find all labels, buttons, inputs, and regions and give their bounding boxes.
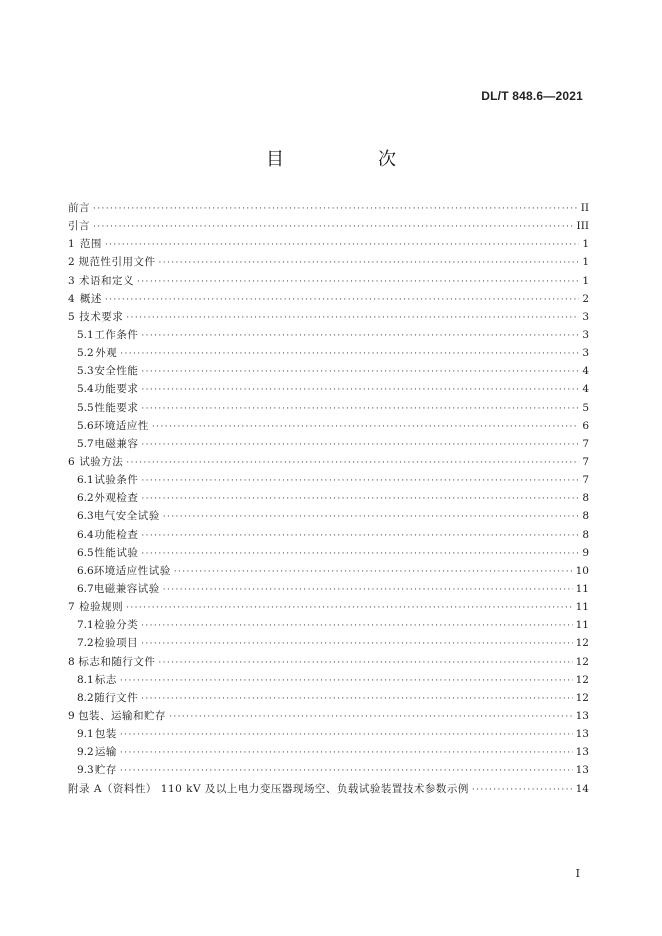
toc-entry-page: 1 [582,256,589,269]
toc-entry[interactable] [68,489,589,507]
toc-entry-label: 电气安全试验 [93,510,160,523]
toc-entry-page: 10 [575,564,589,577]
toc-entry[interactable] [68,272,589,290]
toc-entry[interactable] [68,526,589,544]
toc-entry[interactable] [68,253,589,271]
toc-dot-leader [158,654,572,672]
toc-entry-number: 6.4 [77,528,94,541]
toc-entry[interactable] [68,507,589,525]
toc-dot-leader [141,690,573,708]
toc-entry[interactable] [68,290,589,308]
toc-entry-page: 8 [582,528,589,541]
toc-dot-leader [120,744,573,762]
toc-entry[interactable] [68,362,589,380]
toc-entry[interactable] [68,707,589,725]
toc-entry-label: 功能要求 [94,383,139,396]
toc-entry-page: 3 [582,328,589,341]
toc-entry-page: 3 [582,310,589,323]
toc-entry-page: 6 [582,419,589,432]
toc-entry-number: 9.1 [77,728,94,741]
toc-entry-number: 5.2 [77,347,94,360]
toc-entry[interactable] [68,308,589,326]
toc-entry-page: 12 [575,637,589,650]
toc-entry[interactable] [68,580,589,598]
toc-dot-leader [120,672,573,690]
toc-entry-label: 电磁兼容试验 [93,582,160,595]
toc-entry-label: 附录 A（资料性） 110 kV 及以上电力变压器现场空、负载试验装置技术参数示例 [68,782,469,795]
toc-entry-label: 检验项目 [94,637,139,650]
toc-entry[interactable] [68,199,589,217]
toc-entry-page: 3 [582,347,589,360]
toc-entry-label: 术语和定义 [79,274,135,287]
toc-entry-page: 11 [575,582,589,595]
toc-entry-number: 3 [68,274,75,287]
toc-entry-page: 4 [582,383,589,396]
toc-dot-leader [141,490,579,508]
toc-dot-leader [120,762,573,780]
toc-entry-number: 2 [68,256,75,269]
toc-entry-number: 7 [68,601,75,614]
toc-entry-label: 工作条件 [94,328,139,341]
toc-dot-leader [141,363,579,381]
toc-entry-page: 13 [575,746,589,759]
toc-entry-label: 检验分类 [94,619,139,632]
toc-entry-label: 检验规则 [79,601,124,614]
toc-entry-label: 标志 [94,673,117,686]
toc-dot-leader [105,291,579,309]
toc-dot-leader [141,635,573,653]
toc-entry-page: III [576,220,589,233]
toc-entry-number: 5.1 [77,328,94,341]
toc-entry-page: 13 [575,709,589,722]
toc-entry-label: 技术要求 [79,310,124,323]
toc-entry-label: 环境适应性 [93,419,149,432]
toc-dot-leader [120,345,579,363]
toc-dot-leader [152,418,579,436]
toc-dot-leader [141,436,579,454]
toc-entry-page: 13 [575,728,589,741]
toc-entry-label: 电磁兼容 [94,437,139,450]
toc-entry-number: 5.4 [77,383,94,396]
toc-entry-label: 引言 [68,220,90,233]
toc-dot-leader [141,617,573,635]
toc-entry[interactable] [68,598,589,616]
toc-entry-page: 12 [575,691,589,704]
toc-entry-label: 包装、运输和贮存 [78,709,167,722]
toc-entry-number: 4 [68,292,75,305]
toc-dot-leader [169,708,573,726]
toc-dot-leader [163,581,573,599]
toc-entry-number: 9.3 [77,764,94,777]
toc-entry[interactable] [68,562,589,580]
toc-dot-leader [93,218,574,236]
toc-entry-label: 外观检查 [94,492,139,505]
toc-entry[interactable] [68,417,589,435]
toc-entry-page: 8 [582,492,589,505]
toc-entry[interactable] [68,671,589,689]
toc-entry[interactable] [68,435,589,453]
toc-entry-number: 5.5 [77,401,94,414]
toc-entry-page: 4 [582,365,589,378]
toc-entry[interactable] [68,471,589,489]
toc-dot-leader [141,381,579,399]
toc-entry-label: 环境适应性试验 [93,564,171,577]
toc-entry-number: 6.7 [77,582,94,595]
toc-dot-leader [141,545,579,563]
toc-dot-leader [126,599,572,617]
toc-entry-label: 范围 [79,238,102,251]
toc-entry-label: 贮存 [94,764,117,777]
toc-entry-page: 1 [582,274,589,287]
toc-entry-label: 运输 [94,746,117,759]
toc-entry[interactable] [68,780,589,798]
toc-dot-leader [163,508,580,526]
toc-entry-page: 12 [575,673,589,686]
toc-entry-page: 1 [582,238,589,251]
toc-entry-label: 前言 [68,202,90,214]
toc-dot-leader [126,454,579,472]
toc-entry-number: 5.7 [77,437,94,450]
toc-entry-number: 8 [68,655,75,668]
toc-dot-leader [174,563,573,581]
toc-entry-label: 功能检查 [94,528,139,541]
toc-entry[interactable] [68,217,589,235]
toc-entry[interactable] [68,344,589,362]
toc-entry-number: 8.1 [77,673,94,686]
toc-entry[interactable] [68,544,589,562]
toc-entry[interactable] [68,689,589,707]
toc-entry-number: 9.2 [77,746,94,759]
toc-dot-leader [141,527,579,545]
toc-entry-label: 试验方法 [79,455,124,468]
toc-dot-leader [141,472,579,490]
toc-entry-page: 11 [575,619,589,632]
page-title: 目 次 [266,149,434,170]
toc-entry-label: 随行文件 [94,691,139,704]
toc-entry-page: 7 [582,455,589,468]
toc-entry-number: 7.2 [77,637,94,650]
toc-entry[interactable] [68,380,589,398]
toc-entry[interactable] [68,725,589,743]
toc-entry-label: 标志和随行文件 [78,655,156,668]
toc-entry-page: 7 [582,437,589,450]
toc-entry-page: 14 [575,782,589,795]
toc-entry-page: 13 [575,764,589,777]
toc-entry-number: 6.5 [77,546,94,559]
toc-entry-number: 6 [68,455,75,468]
toc-dot-leader [126,309,579,327]
toc-dot-leader [141,327,579,345]
toc-entry-label: 概述 [79,292,102,305]
toc-entry-number: 6.3 [77,510,94,523]
toc-entry-label: 试验条件 [94,474,139,487]
toc-entry-number: 6.6 [77,564,94,577]
toc-entry-number: 5 [68,310,75,323]
toc-dot-leader [137,273,579,291]
toc-entry[interactable] [68,616,589,634]
toc-entry-label: 外观 [95,347,118,360]
toc-entry-page: 8 [582,510,589,523]
toc-entry-label: 规范性引用文件 [78,256,156,269]
toc-entry[interactable] [68,235,589,253]
toc-entry-label: 性能要求 [94,401,139,414]
toc-entry[interactable] [68,761,589,779]
toc-entry[interactable] [68,634,589,652]
toc-entry-page: 5 [582,401,589,414]
toc-entry-page: II [580,202,589,214]
toc-entry-number: 8.2 [77,691,94,704]
toc-entry[interactable] [68,653,589,671]
toc-dot-leader [141,400,579,418]
toc-dot-leader [105,236,579,254]
toc-dot-leader [120,726,573,744]
toc-entry-number: 7.1 [77,619,94,632]
toc-entry-page: 2 [582,292,589,305]
toc-entry-page: 7 [582,474,589,487]
table-of-contents [68,199,589,798]
page-number: I [575,867,580,880]
toc-entry-label: 性能试验 [94,546,139,559]
toc-entry[interactable] [68,326,589,344]
toc-entry-page: 9 [582,546,589,559]
toc-dot-leader [93,200,578,218]
toc-entry-page: 12 [575,655,589,668]
toc-entry-number: 5.6 [77,419,94,432]
toc-entry-label: 安全性能 [94,365,139,378]
toc-entry-number: 1 [68,238,75,251]
toc-entry[interactable] [68,743,589,761]
toc-entry-number: 6.1 [77,474,94,487]
toc-entry[interactable] [68,399,589,417]
toc-entry-number: 9 [68,709,75,722]
toc-entry-number: 5.3 [77,365,94,378]
toc-entry-page: 11 [575,601,589,614]
toc-dot-leader [472,781,573,799]
toc-entry-label: 包装 [94,728,117,741]
toc-entry-number: 6.2 [77,492,94,505]
toc-dot-leader [159,254,580,272]
document-code: DL/T 848.6—2021 [481,89,583,103]
toc-entry[interactable] [68,453,589,471]
